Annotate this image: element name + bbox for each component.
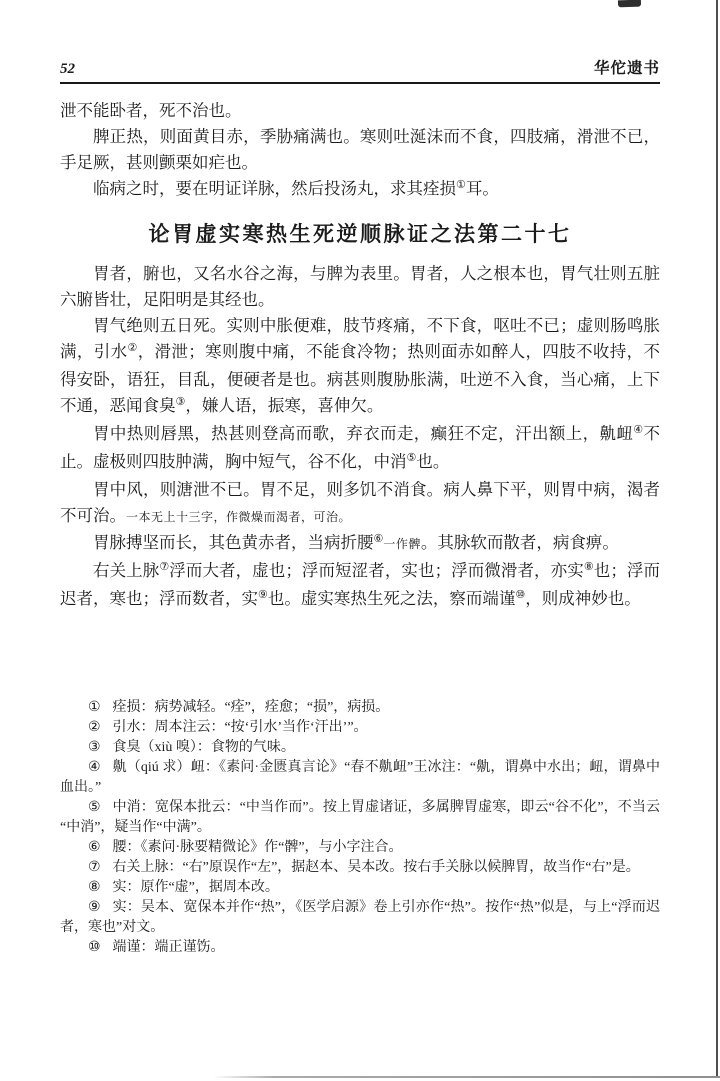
footnote-ref: ④ <box>633 424 644 436</box>
inline-annotation: 一作髀 <box>383 537 421 551</box>
page-number: 52 <box>60 61 75 77</box>
footnote-ref: ⑦ <box>159 561 170 573</box>
chapter-paragraphs <box>60 261 660 614</box>
footnote-text: 引水：周本注云：“按‘引水’当作‘汗出’”。 <box>112 720 368 735</box>
footnote <box>60 858 660 878</box>
footnote-ref: ⑤ <box>406 452 417 464</box>
footnote <box>60 738 660 758</box>
book-title: 华佗遗书 <box>593 60 660 77</box>
footnote-ref: ② <box>127 342 138 354</box>
footnote-ref: ⑩ <box>515 589 526 601</box>
paragraph <box>60 530 660 558</box>
footnote-ref: ⑧ <box>583 561 594 573</box>
footnote <box>60 798 660 838</box>
footnote-text: 痊损：病势减轻。“痊”，痊愈；“损”，病损。 <box>112 700 390 715</box>
footnote-text: 实：原作“虚”，据周本改。 <box>112 880 279 895</box>
footnote-text: 中消：宽保本批云：“中当作而”。按上胃虚诸证，多属脾胃虚寒，即云“谷不化”，不当云“中消”，疑当作“中满”。 <box>60 800 660 835</box>
footnote-ref: ③ <box>175 396 186 408</box>
text-run: 。其脉软而散者，病食痹。 <box>420 533 619 552</box>
paragraph <box>60 98 660 124</box>
text-run: 胃中风，则溏泄不已。胃不足，则多饥不消食。病人鼻下平，则胃中病，渴者不可治。 <box>60 480 660 525</box>
footnote-ref: ① <box>456 179 466 191</box>
scan-artifact-bottom-edge <box>213 1076 720 1078</box>
text-run: 胃气绝则五日死。实则中胀便难，肢节疼痛，不下食，呕吐不已；虚则肠鸣胀满，引水 <box>60 316 660 361</box>
footnote-marker: ① <box>88 700 101 715</box>
paragraph <box>60 477 660 530</box>
footnote-marker: ⑧ <box>88 880 101 895</box>
text-run: ，嫌人语，振寒，喜伸欠。 <box>185 396 384 415</box>
text-run: 也。 <box>416 452 450 471</box>
text-run: 右关上脉 <box>93 561 160 580</box>
text-run: ，则成神妙也。 <box>525 589 641 608</box>
footnote-text: 鼽（qiú 求）衄：《素问·金匮真言论》“春不鼽衄”王冰注：“鼽，谓鼻中水出；衄，谓鼻中血出。” <box>60 760 660 795</box>
text-run: 胃者，腑也，又名水谷之海，与脾为表里。胃者，人之根本也，胃气壮则五脏六腑皆壮，足阳明是其经也。 <box>60 264 660 309</box>
footnote-marker: ⑥ <box>88 840 101 855</box>
intro-paragraphs <box>60 98 660 204</box>
inline-annotation: 一本无上十三字，作微燥而渴者，可治。 <box>126 510 352 524</box>
text-run: 也；浮而迟者，寒也；浮而数者，实 <box>60 561 661 608</box>
text-run: 胃中热则唇黑，热甚则登高而歌，弃衣而走，癫狂不定，汗出额上，鼽衄 <box>93 424 634 443</box>
footnote-marker: ③ <box>88 740 101 755</box>
footnote-text: 端谨：端正谨饬。 <box>112 940 225 955</box>
footnote <box>60 838 660 858</box>
page-content <box>60 0 660 958</box>
footnote-marker: ② <box>88 720 101 735</box>
scan-artifact-right-edge <box>716 0 718 1078</box>
paragraph <box>60 558 660 614</box>
text-run: 胃脉搏坚而长，其色黄赤者，当病折腰 <box>93 533 374 552</box>
footnote-marker: ⑩ <box>88 940 101 955</box>
footnote-marker: ⑤ <box>88 800 101 815</box>
text-run: 耳。 <box>465 179 499 198</box>
footnotes-section <box>60 698 660 958</box>
footnote-text: 右关上脉：“右”原误作“左”，据赵本、吴本改。按右手关脉以候脾胃，故当作“右”是。 <box>112 860 640 875</box>
chapter-heading: 论胃虚实寒热生死逆顺脉证之法第二十七 <box>148 222 572 246</box>
footnote-text: 腰：《素问·脉要精微论》作“髀”，与小字注合。 <box>112 840 403 855</box>
paragraph <box>60 313 660 421</box>
paragraph <box>60 124 660 176</box>
text-run: 不止。虚极则四肢肿满，胸中短气，谷不化，中消 <box>60 424 660 471</box>
body-text <box>60 98 660 614</box>
text-run: 浮而大者，虚也；浮而短涩者，实也；浮而微滑者，亦实 <box>169 561 584 580</box>
page-header <box>60 0 660 84</box>
footnote-marker: ④ <box>88 760 101 775</box>
scan-artifact-top <box>618 0 641 7</box>
paragraph <box>60 421 660 477</box>
footnote <box>60 698 660 718</box>
paragraph <box>60 176 660 204</box>
footnote-text: 实：吴本、宽保本并作“热”，《医学启源》卷上引亦作“热”。按作“热”似是，与上“浮而迟者，寒也”对文。 <box>60 900 660 935</box>
paragraph <box>60 261 660 313</box>
footnote-text: 食臭（xiù 嗅）：食物的气味。 <box>112 740 295 755</box>
footnote-ref: ⑥ <box>373 533 384 545</box>
text-run: 泄不能卧者，死不治也。 <box>60 101 242 120</box>
text-run: 临病之时，要在明证详脉，然后投汤丸，求其痊损 <box>93 179 456 198</box>
text-run: ，滑泄；寒则腹中痛，不能食冷物；热则面赤如醉人，四肢不收持，不得安卧，语狂，目乱，便硬者是也。病甚则腹胁胀满，吐逆不入食，当心痛，上下不通，恶闻食臭 <box>60 342 661 415</box>
text-run: 脾正热，则面黄目赤，季胁痛满也。寒则吐涎沫而不食，四肢痛，滑泄不已，手足厥，甚则颤栗如疟也。 <box>60 127 660 172</box>
footnote-marker: ⑨ <box>88 900 101 915</box>
footnote <box>60 718 660 738</box>
footnote <box>60 898 660 938</box>
text-run: 也。虚实寒热生死之法，察而端谨 <box>267 589 516 608</box>
footnote-ref: ⑨ <box>258 589 268 601</box>
footnote <box>60 758 660 798</box>
footnote <box>60 878 660 898</box>
footnote <box>60 938 660 958</box>
footnote-marker: ⑦ <box>88 860 101 875</box>
